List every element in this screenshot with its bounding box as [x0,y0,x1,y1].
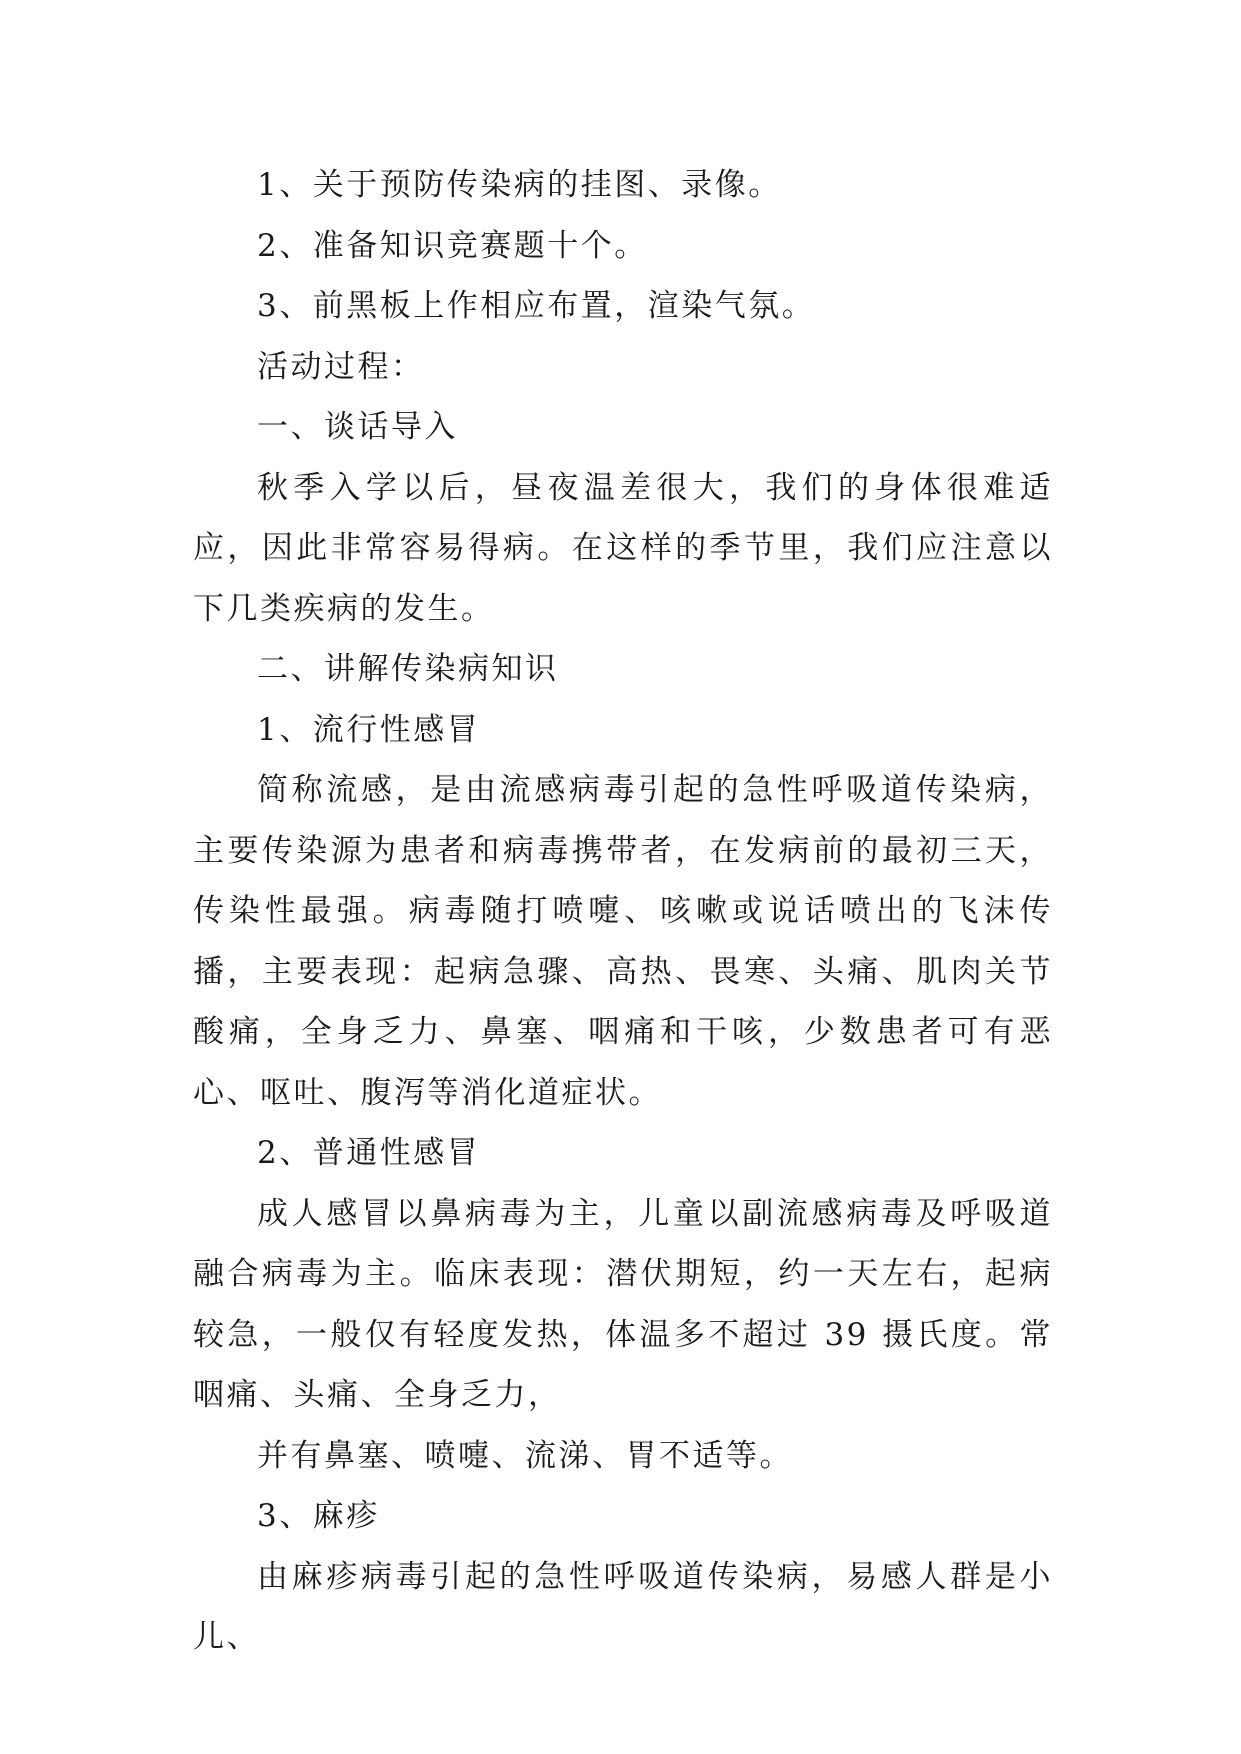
paragraph-materials-1: 1、关于预防传染病的挂图、录像。 [257,167,782,203]
heading-common-cold: 2、普通性感冒 [257,1135,481,1171]
heading-activity-process: 活动过程： [257,348,425,385]
paragraph-introduction: 秋季入学以后，昼夜温差很大，我们的身体很难适应，因此非常容易得病。在这样的季节里，我们应注意以下几类疾病的发生。 [193,469,1053,627]
paragraph-common-cold-continued: 并有鼻塞、喷嚏、流涕、胃不适等。 [257,1437,793,1474]
heading-influenza: 1、流行性感冒 [257,711,481,748]
heading-measles: 3、麻疹 [257,1498,380,1534]
paragraph-materials-2: 2、准备知识竞赛题十个。 [257,227,648,264]
paragraph-common-cold: 成人感冒以鼻病毒为主，儿童以副流感病毒及呼吸道融合病毒为主。临床表现：潜伏期短，约一天左右，起病较急，一般仅有轻度发热，体温多不超过 39 摄氏度。常咽痛、头痛、全身乏力， [193,1195,1053,1413]
paragraph-influenza: 简称流感，是由流感病毒引起的急性呼吸道传染病，主要传染源为患者和病毒携带者，在发病前的最初三天，传染性最强。病毒随打喷嚏、咳嗽或说话喷出的飞沫传播，主要表现：起病急骤、高热、畏寒、头痛、肌肉关节酸痛，全身乏力、鼻塞、咽痛和干咳，少数患者可有恶心、呕吐、腹泻等消化道症状。 [193,772,1053,1111]
document-body [193,155,1053,1668]
paragraph-measles: 由麻疹病毒引起的急性呼吸道传染病，易感人群是小儿、 [193,1558,1053,1655]
heading-infectious-disease-knowledge: 二、讲解传染病知识 [257,651,559,687]
paragraph-materials-3: 3、前黑板上作相应布置，渲染气氛。 [257,288,816,324]
heading-introduction: 一、谈话导入 [257,409,458,445]
